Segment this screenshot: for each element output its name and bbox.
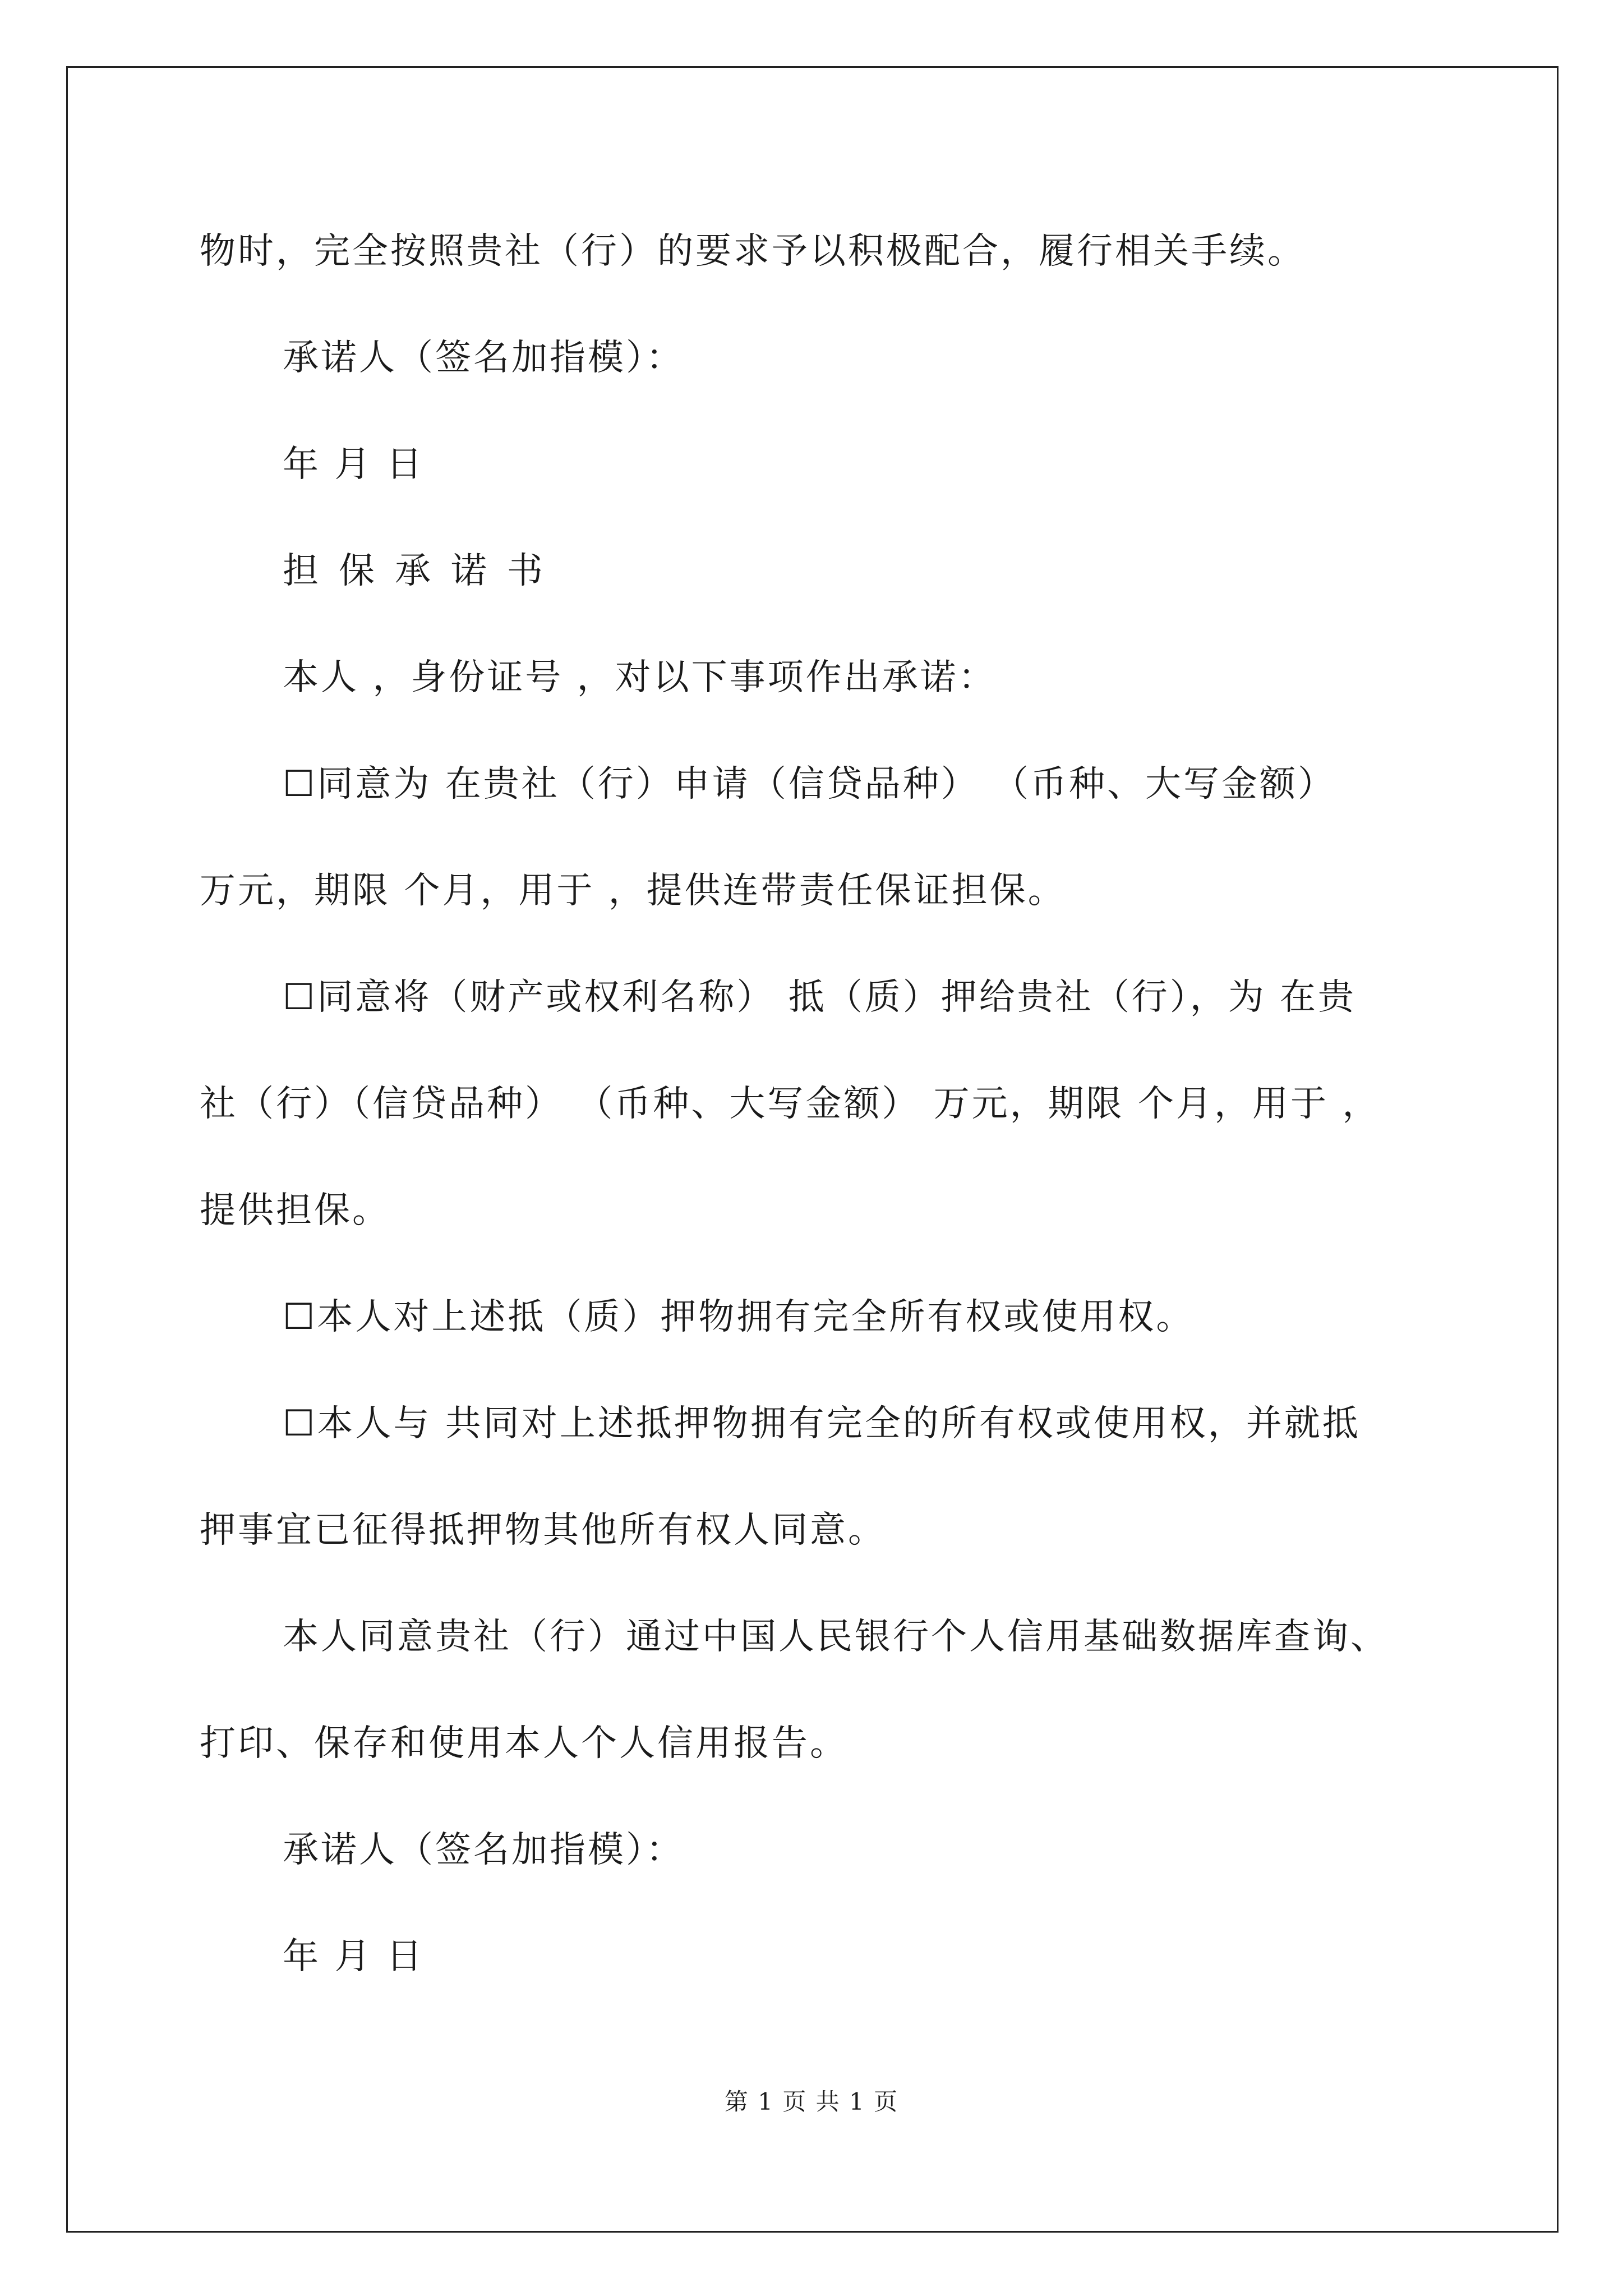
document-title: 担保承诺书 (283, 550, 563, 592)
text-line-signature-label: 承诺人（签名加指模）： (283, 337, 684, 379)
text-line-option-ownership: ☐本人对上述抵（质）押物拥有完全所有权或使用权。 (283, 1296, 1195, 1338)
text-line-continuation: 物时，完全按照贵社（行）的要求予以积极配合，履行相关手续。 (200, 231, 1306, 272)
text-line-credit-consent-cont: 打印、保存和使用本人个人信用报告。 (200, 1723, 848, 1764)
text-line-option-pledge: ☐同意将（财产或权利名称） 抵（质）押给贵社（行），为 在贵 (283, 977, 1357, 1018)
text-line-option-pledge-cont: 社（行）（信贷品种） （币种、大写金额） 万元，期限 个月，用于 ， (200, 1083, 1381, 1125)
text-line-credit-consent: 本人同意贵社（行）通过中国人民银行个人信用基础数据库查询、 (283, 1616, 1389, 1658)
text-line-date: 年 月 日 (283, 444, 425, 485)
text-line-option-guarantee: ☐同意为 在贵社（行）申请（信贷品种） （币种、大写金额） (283, 763, 1336, 805)
text-line-intro: 本人 ，身份证号 ，对以下事项作出承诺： (283, 657, 997, 698)
text-line-date-2: 年 月 日 (283, 1936, 425, 1977)
text-line-option-joint-ownership-cont: 押事宜已征得抵押物其他所有权人同意。 (200, 1510, 886, 1551)
page-number-footer: 第 1 页 共 1 页 (724, 2088, 899, 2115)
text-line-option-pledge-end: 提供担保。 (200, 1190, 390, 1231)
text-line-option-joint-ownership: ☐本人与 共同对上述抵押物拥有完全的所有权或使用权，并就抵 (283, 1403, 1361, 1444)
page-border (66, 66, 1559, 2233)
text-line-option-guarantee-cont: 万元，期限 个月，用于 ，提供连带责任保证担保。 (200, 870, 1066, 912)
text-line-signature-label-2: 承诺人（签名加指模）： (283, 1829, 684, 1871)
